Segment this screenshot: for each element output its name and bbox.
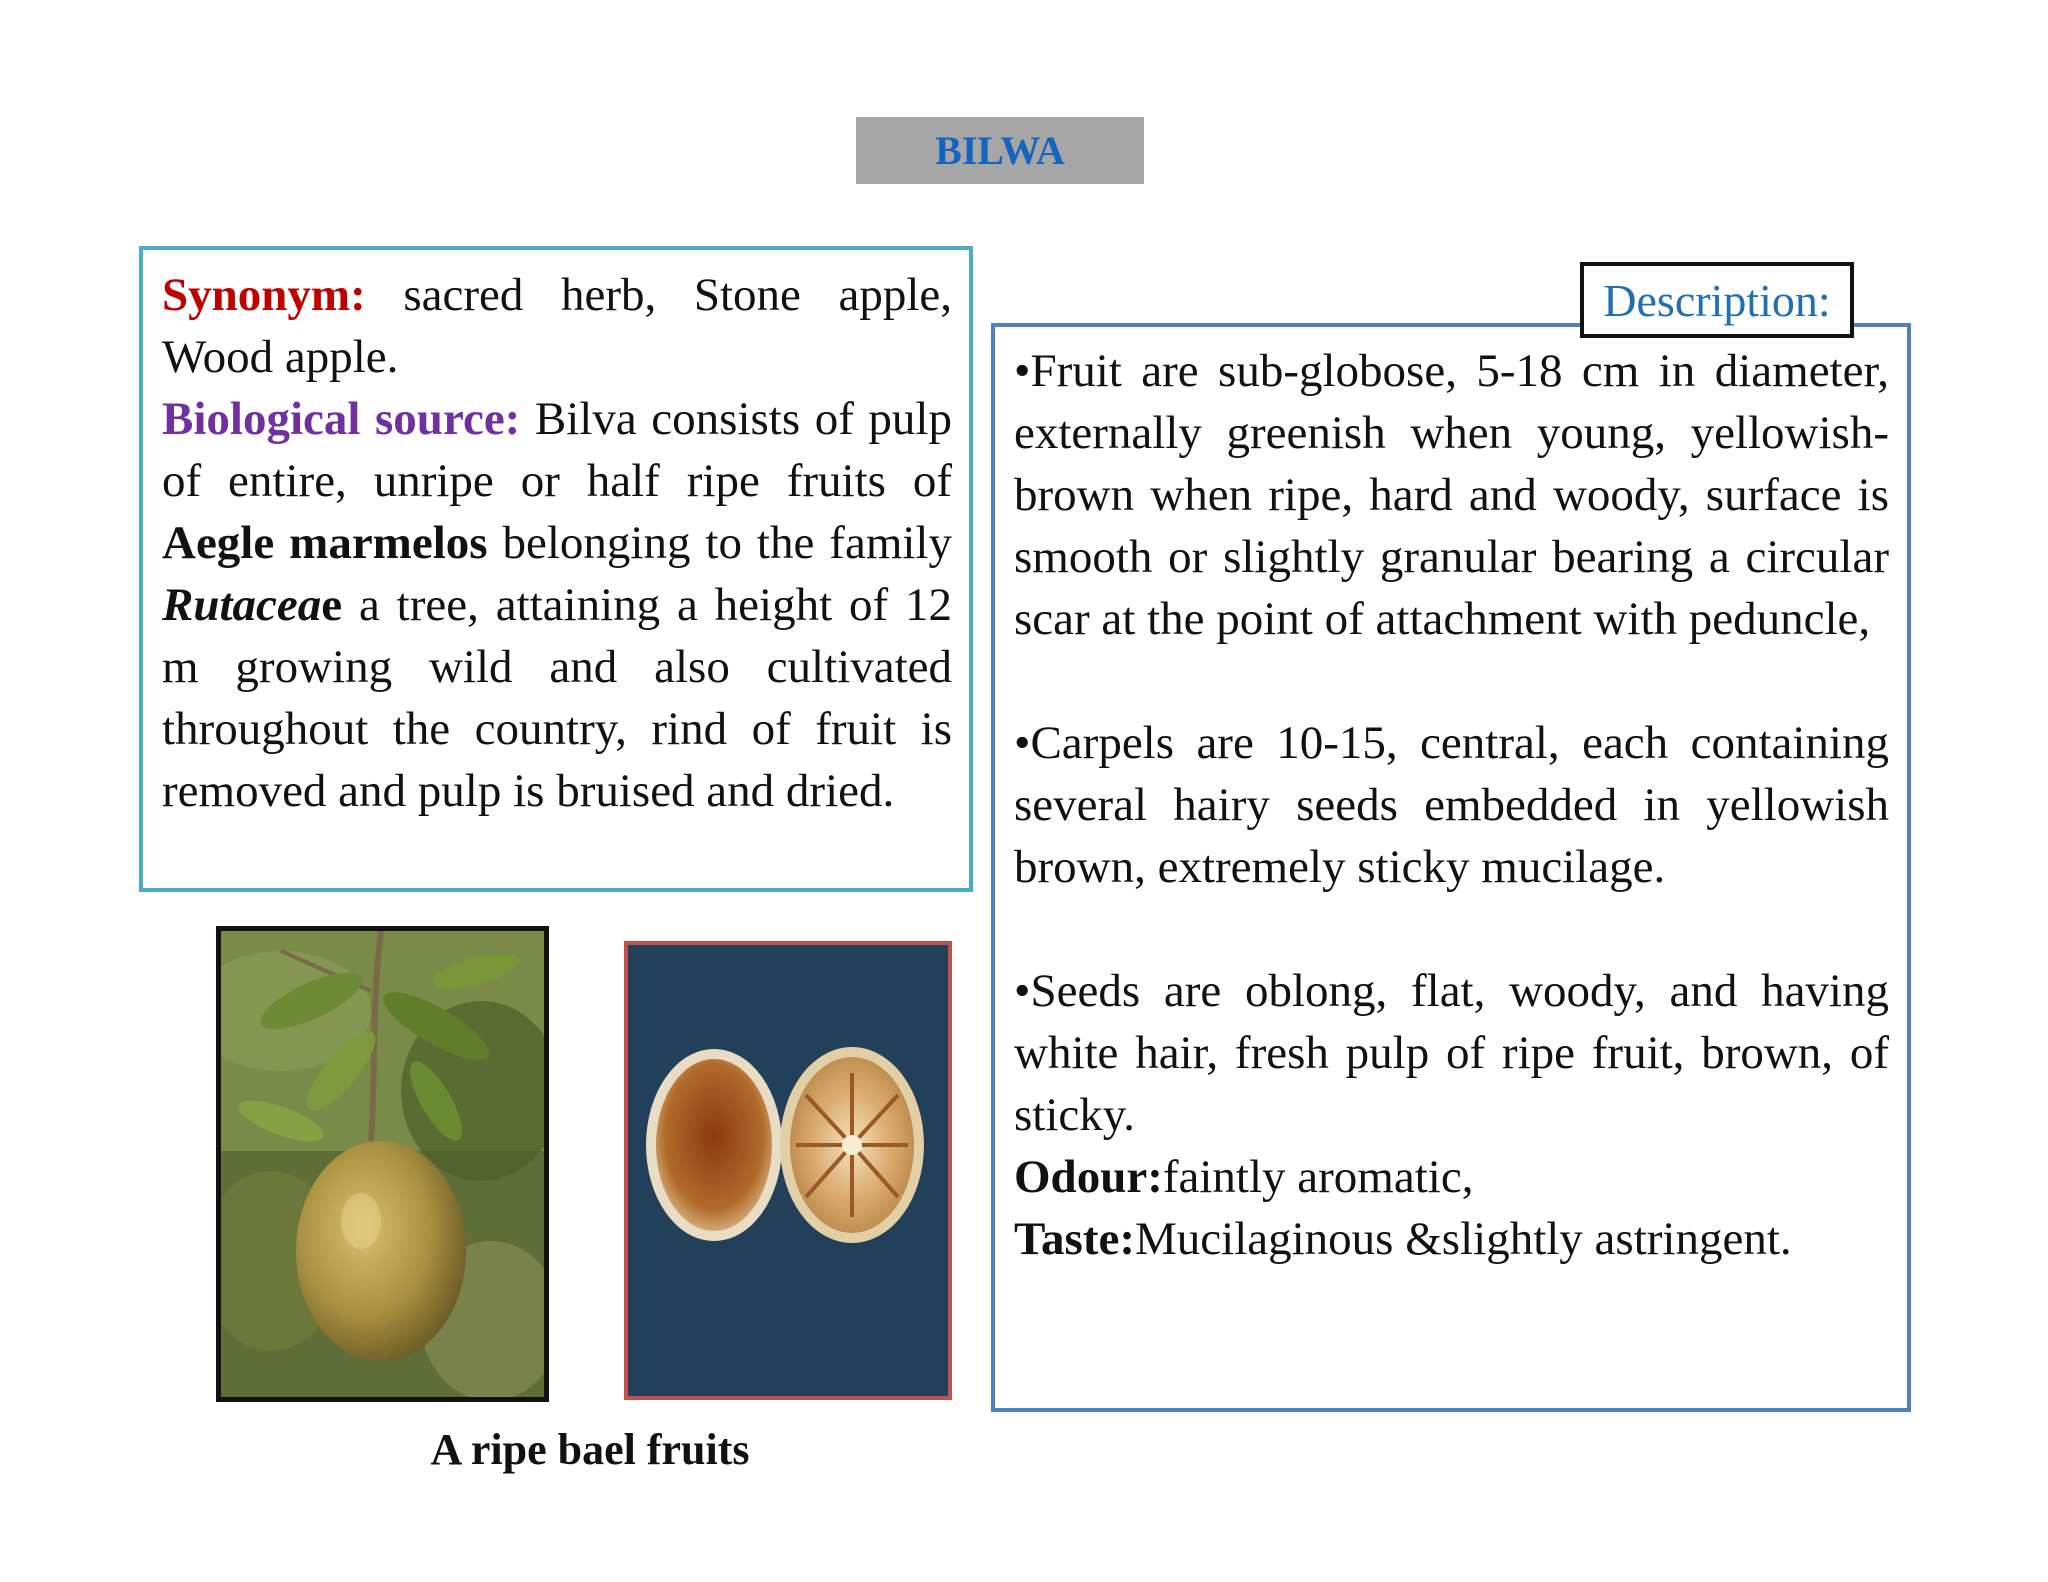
- bio-source-text-after: a tree, attaining a height of 12 m growing wild and also cultivated throughout the country, rind of fruit is removed and pulp is bruised and dried.: [162, 579, 952, 817]
- description-panel: [991, 323, 1911, 1412]
- bio-source-text-before: Bilva consists of pulp of entire, unripe or half ripe fruits of: [162, 393, 952, 507]
- synonym-panel: [139, 246, 973, 892]
- bio-source-text-mid: belonging to the family: [487, 517, 952, 569]
- bael-fruit-on-tree-photo: [216, 926, 549, 1402]
- synonym-text: sacred herb, Stone apple, Wood apple.: [162, 269, 952, 383]
- taste-line: [1014, 1208, 1889, 1270]
- odour-text: faintly aromatic,: [1162, 1151, 1474, 1203]
- family-name: Rutacea: [162, 579, 322, 631]
- taste-label: Taste:: [1014, 1213, 1135, 1265]
- cut-bael-fruit-halves-photo: [624, 941, 952, 1400]
- family-name-suffix: e: [321, 579, 343, 631]
- bio-source-label: Biological source:: [162, 393, 521, 445]
- synonym-label: Synonym:: [162, 269, 366, 321]
- odour-line: [1014, 1146, 1889, 1208]
- odour-label: Odour:: [1014, 1151, 1163, 1203]
- image-caption: A ripe bael fruits: [430, 1425, 750, 1474]
- carpels-description: •Carpels are 10-15, central, each containing several hairy seeds embedded in yellowish brown, extremely sticky mucilage.: [1014, 717, 1889, 893]
- fruit-description: •Fruit are sub-globose, 5-18 cm in diameter, externally greenish when young, yellowish-brown when ripe, hard and woody, surface is smooth or slightly granular bearing a circular scar at the point of attachment with peduncle,: [1014, 345, 1889, 645]
- page-title: BILWA: [856, 117, 1144, 184]
- description-tag: Description:: [1580, 262, 1854, 338]
- species-name: Aegle marmelos: [162, 517, 488, 569]
- taste-text: Mucilaginous &slightly astringent.: [1135, 1213, 1792, 1265]
- seeds-description: •Seeds are oblong, flat, woody, and having white hair, fresh pulp of ripe fruit, brown, of sticky.: [1014, 965, 1889, 1141]
